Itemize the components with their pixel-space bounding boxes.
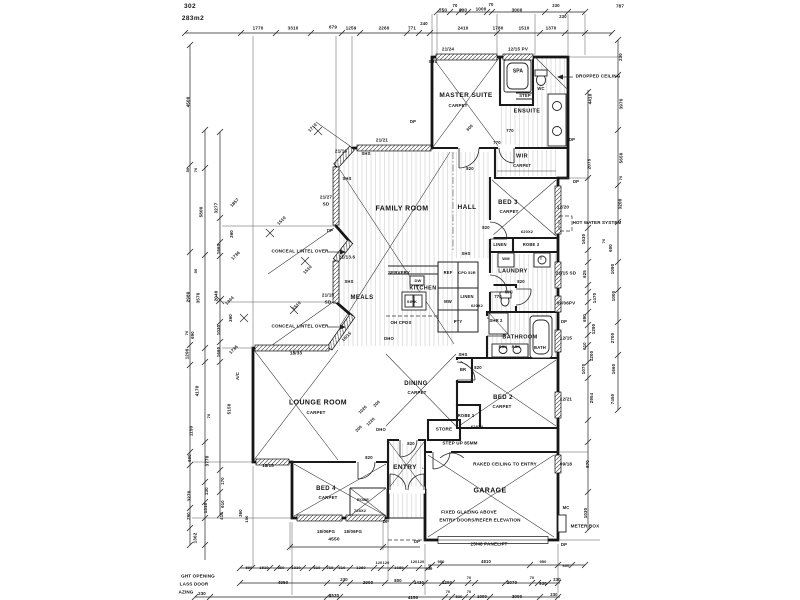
- label-820: 820: [474, 364, 482, 370]
- label-bed-2: BED 2: [493, 395, 513, 401]
- label-600: 600: [607, 244, 613, 252]
- label-50: 50: [193, 268, 198, 274]
- label-mw: MW: [444, 298, 452, 304]
- label-meter-box: METER BOX: [570, 523, 600, 529]
- label-230: 230: [203, 487, 209, 495]
- label-1510: 1510: [518, 25, 530, 31]
- label-raked-ceiling-to-entry: RAKED CEILING TO ENTRY: [473, 461, 537, 467]
- label-09-06pv: 09/06PV: [556, 300, 576, 306]
- label-dropped-ceiling: DROPPED CEILING: [575, 73, 621, 79]
- label-dw: DW: [414, 278, 422, 283]
- label-dp: DP: [560, 541, 568, 547]
- label-230: 230: [552, 2, 560, 8]
- label-carpet: CARPET: [512, 162, 532, 168]
- label-mc: MC: [562, 504, 570, 510]
- label-70: 70: [184, 330, 189, 336]
- label-12-15: 12/15: [559, 335, 573, 341]
- label-302: 302: [183, 2, 197, 10]
- label-820: 820: [466, 165, 474, 171]
- label-150: 150: [244, 515, 249, 523]
- label-230: 230: [340, 576, 348, 582]
- label-shs: SHS: [344, 278, 354, 284]
- label-1226: 1226: [365, 416, 376, 427]
- label-950: 950: [437, 559, 445, 564]
- label-200: 200: [372, 399, 381, 408]
- label-820: 820: [365, 454, 373, 460]
- label-1200: 1200: [588, 350, 594, 362]
- label-70: 70: [488, 1, 494, 7]
- label-4410: 4410: [587, 93, 593, 105]
- label-200: 200: [354, 424, 363, 433]
- label-dp: DP: [326, 227, 334, 233]
- label-360: 360: [237, 509, 243, 517]
- label-1362: 1362: [192, 532, 198, 544]
- label-5650: 5650: [618, 152, 624, 164]
- label-3570: 3570: [195, 292, 201, 304]
- label-18-15: 18/15: [262, 462, 274, 468]
- label-1000: 1000: [477, 593, 487, 599]
- label-: ←: [420, 465, 428, 471]
- label-600: 600: [562, 563, 570, 568]
- label-230: 230: [559, 13, 567, 19]
- label-sd: SD: [322, 201, 330, 207]
- label-sd: SD: [324, 299, 332, 305]
- label-290: 290: [185, 512, 191, 520]
- label-3770: 3770: [204, 455, 210, 467]
- label-770: 770: [506, 127, 514, 133]
- label-kitchen: KITCHEN: [409, 285, 437, 292]
- label-1510: 1510: [276, 215, 287, 226]
- label-18-06fg: 18/06FG: [316, 528, 336, 534]
- label-azing: AZING: [178, 589, 194, 595]
- label-170: 170: [219, 477, 225, 485]
- label-wc: WC: [504, 290, 514, 296]
- label-dp: DP: [409, 118, 417, 124]
- label-2700: 2700: [609, 332, 615, 344]
- label-carpet: CARPET: [492, 403, 512, 409]
- label-2075: 2075: [586, 158, 592, 170]
- label-240: 240: [420, 20, 428, 26]
- label-1280: 1280: [356, 565, 366, 570]
- label-360: 360: [227, 314, 233, 322]
- label-2410: 2410: [457, 25, 469, 31]
- label-1150: 1150: [188, 425, 194, 437]
- label-70: 70: [601, 238, 606, 244]
- label-carpet: CARPET: [448, 102, 468, 108]
- label-dho: DHO: [384, 335, 394, 341]
- label-step-up-85mm: STEP UP 85MM: [442, 440, 478, 446]
- label-conceal-lintel-over: CONCEAL LINTEL OVER: [271, 323, 329, 329]
- label-70: 70: [466, 576, 472, 581]
- label-70: 70: [466, 590, 472, 595]
- label-garage: GARAGE: [473, 487, 507, 495]
- label-18-15: 18/15: [340, 330, 353, 343]
- label-1510: 1510: [259, 565, 269, 570]
- label-7450: 7450: [609, 393, 615, 405]
- label-dp: DP: [568, 136, 576, 142]
- label-360: 360: [228, 230, 234, 238]
- label-ensuite: ENSUITE: [513, 108, 541, 115]
- label-master-suite: MASTER SUITE: [439, 91, 493, 99]
- label-600: 600: [458, 7, 468, 13]
- label-820: 820: [482, 224, 490, 230]
- label-shs: SHS: [461, 250, 471, 256]
- label-bed-3: BED 3: [498, 200, 518, 206]
- label-t: T: [539, 256, 543, 261]
- label-dining: DINING: [404, 381, 428, 387]
- label-5800: 5800: [198, 206, 204, 218]
- label-3277: 3277: [213, 202, 219, 214]
- label-21-24: 21/24: [441, 46, 455, 52]
- label-lass-door: LASS DOOR: [179, 581, 209, 587]
- label-625: 625: [581, 270, 587, 278]
- label-1660: 1660: [610, 363, 616, 375]
- label-21-16: 21/16: [334, 148, 348, 154]
- label-610: 610: [219, 500, 225, 508]
- label-1470: 1470: [591, 292, 597, 304]
- label-bathroom: BATHROOM: [502, 334, 538, 341]
- label-4950: 4950: [277, 579, 289, 585]
- label-5150: 5150: [226, 403, 232, 415]
- label-628x4: 628X4: [470, 424, 484, 429]
- label-3000: 3000: [511, 593, 523, 599]
- label-bsn: BSN: [511, 344, 521, 350]
- label-820: 820: [407, 440, 415, 446]
- label-800: 800: [394, 577, 402, 583]
- label-590: 590: [245, 565, 253, 570]
- label-12-21: 12/21: [559, 396, 573, 402]
- label-4500: 4500: [185, 96, 191, 108]
- label-entry: ENTRY: [393, 463, 417, 471]
- label-dp: DP: [413, 538, 421, 544]
- label-230: 230: [553, 576, 561, 582]
- label-robe: ROBE: [356, 497, 370, 502]
- label-3200: 3200: [617, 198, 623, 210]
- label-70: 70: [193, 167, 198, 173]
- label-120: 120: [375, 561, 383, 566]
- label-servery: SERVERY: [388, 269, 410, 275]
- label-360: 360: [277, 565, 285, 570]
- label-1290: 1290: [590, 323, 596, 335]
- label-21-15: 21/15: [321, 292, 335, 298]
- label-1026: 1026: [357, 404, 368, 415]
- label-1030: 1030: [215, 324, 221, 336]
- label-3270: 3270: [186, 490, 192, 502]
- label-robe-2: ROBE 2: [457, 412, 475, 418]
- label-carpet: CARPET: [499, 208, 519, 214]
- label-spa: SPA: [512, 68, 524, 75]
- label-1780: 1780: [492, 25, 504, 31]
- label-2260: 2260: [378, 25, 390, 31]
- label-4150: 4150: [407, 594, 419, 600]
- label-entry-doors-refer-elevation: ENTRY DOORS/REFER ELEVATION: [439, 517, 521, 523]
- label-family-room: FAMILY ROOM: [375, 205, 429, 213]
- label-1736: 1736: [228, 344, 239, 355]
- label-1310: 1310: [202, 502, 208, 514]
- label-dp: DP: [560, 318, 568, 324]
- label-820: 820: [517, 278, 525, 284]
- label-shr-2: SHR 2: [489, 317, 503, 323]
- label-step: STEP: [519, 92, 531, 98]
- label-21-27: 21/27: [319, 194, 333, 200]
- label-cpd-52r: CPD 52R: [458, 270, 476, 276]
- label-600: 600: [465, 123, 474, 132]
- label-meals: MEALS: [350, 295, 374, 301]
- label-930: 930: [539, 580, 547, 586]
- label-771: 771: [407, 25, 417, 31]
- label-610: 610: [313, 565, 321, 570]
- label-50: 50: [185, 167, 190, 173]
- label-hot-water-system: HOT WATER SYSTEM: [572, 219, 622, 225]
- label-3000: 3000: [511, 7, 523, 13]
- label-br: BR: [459, 366, 467, 372]
- label-dp: DP: [572, 178, 580, 184]
- label-1310: 1310: [291, 565, 301, 570]
- label-12-20: 12/20: [556, 204, 570, 210]
- label-120: 120: [410, 560, 418, 565]
- label-3310: 3310: [287, 25, 299, 31]
- label-230: 230: [617, 53, 623, 61]
- label-linen: LINEN: [460, 293, 474, 299]
- label-sink: SINK: [406, 299, 418, 304]
- label-bath: BATH: [534, 344, 546, 350]
- label-shs: SHS: [458, 351, 468, 357]
- label-610: 610: [581, 342, 587, 350]
- label-1000: 1000: [475, 6, 487, 12]
- label-1770: 1770: [252, 25, 264, 31]
- label-fixed-glazing-above: FIXED GLAZING ABOVE: [441, 509, 497, 515]
- label-dho: DHO: [376, 426, 386, 432]
- label-1090: 1090: [609, 263, 615, 275]
- label-hall: HALL: [457, 203, 477, 211]
- label-1710: 1710: [307, 122, 318, 133]
- label-4810: 4810: [481, 558, 491, 564]
- label-283m2: 283m2: [181, 14, 205, 22]
- label-1736: 1736: [230, 250, 241, 261]
- label-21-13-6: 21/13.6: [338, 254, 356, 260]
- label-21-21: 21/21: [375, 137, 389, 143]
- label-linen: LINEN: [493, 241, 507, 247]
- label-1857: 1857: [229, 197, 240, 208]
- label-ght-opening: GHT OPENING: [181, 573, 215, 579]
- label-1259: 1259: [345, 25, 357, 31]
- label-620x2: 620X2: [470, 303, 484, 309]
- label-120: 120: [417, 560, 425, 565]
- label-950: 950: [539, 559, 547, 564]
- label-21-15-sd: 21/15 SD: [555, 270, 577, 276]
- label-787: 787: [615, 3, 625, 9]
- label-dp: DP: [382, 518, 390, 524]
- label-620x2: 620X2: [520, 229, 534, 234]
- label-18-33: 18/33: [289, 350, 303, 356]
- label-690: 690: [581, 314, 587, 322]
- label-70: 70: [206, 413, 211, 419]
- label-09-18: 09/18: [559, 461, 573, 467]
- label-1510: 1510: [291, 300, 302, 311]
- label-4170: 4170: [194, 385, 200, 397]
- label-wc: WC: [537, 85, 545, 91]
- label-230: 230: [550, 591, 558, 597]
- label-wir: WIR: [516, 153, 528, 160]
- label-carpet: CARPET: [306, 409, 326, 415]
- label-oh-cpds: OH CPDS: [390, 319, 412, 325]
- label-ref: REF: [443, 269, 453, 275]
- label-lounge-room: LOUNGE ROOM: [288, 399, 348, 407]
- label-carpet: CARPET: [318, 494, 338, 500]
- label-1510: 1510: [302, 264, 313, 275]
- label-610: 610: [338, 565, 346, 570]
- label-70: 70: [618, 175, 623, 181]
- label-conceal-lintel-over: CONCEAL LINTEL OVER: [271, 248, 329, 254]
- label-1370: 1370: [545, 25, 557, 31]
- label-1000: 1000: [610, 290, 616, 302]
- label-bed-4: BED 4: [316, 486, 336, 492]
- label-12-15-pv: 12/15 PV: [507, 46, 529, 52]
- label-690: 690: [189, 331, 195, 339]
- label-1444: 1444: [224, 295, 235, 306]
- label-1290: 1290: [184, 348, 190, 360]
- label-18-06fg: 18/06FG: [343, 528, 363, 534]
- label-4550: 4550: [328, 537, 340, 543]
- label-2980: 2980: [185, 291, 191, 303]
- label-a-c: A/C: [234, 371, 240, 381]
- label-store: STORE: [435, 426, 453, 432]
- label-679: 679: [328, 24, 338, 30]
- label-1200: 1200: [442, 579, 452, 585]
- label-1070: 1070: [580, 363, 586, 375]
- label-1660: 1660: [215, 243, 221, 255]
- label-728x2: 728X2: [353, 508, 367, 513]
- label-25-48-panelift: 25/48 PANELIFT: [470, 541, 508, 547]
- label-70: 70: [529, 576, 535, 581]
- label-1660: 1660: [215, 346, 221, 358]
- label-690: 690: [186, 454, 192, 462]
- label-carpet: CARPET: [407, 389, 427, 395]
- label-shs: SHS: [428, 58, 438, 64]
- label-120: 120: [382, 561, 390, 566]
- label-2040: 2040: [213, 290, 219, 302]
- label-shs: SHS: [342, 175, 352, 181]
- label-950: 950: [425, 566, 433, 571]
- label-wm: WM: [502, 256, 510, 261]
- label-3970: 3970: [618, 98, 624, 110]
- label-bsn: BSN: [498, 344, 508, 350]
- label-710: 710: [326, 565, 334, 570]
- label-70: 70: [452, 2, 458, 8]
- label-70: 70: [445, 590, 451, 595]
- label-750: 750: [438, 7, 448, 13]
- label-1630: 1630: [580, 233, 586, 245]
- label-870: 870: [584, 460, 590, 468]
- label-1030: 1030: [582, 507, 588, 519]
- label-robe-3: ROBE 3: [522, 241, 540, 247]
- label-shs: SHS: [361, 150, 371, 156]
- label-2070: 2070: [506, 579, 518, 585]
- label-2954: 2954: [588, 392, 594, 404]
- label-770: 770: [493, 139, 501, 145]
- label-530: 530: [455, 594, 463, 599]
- label-laundry: LAUNDRY: [498, 268, 528, 275]
- label-pty: PTY: [453, 318, 463, 324]
- label-230: 230: [198, 590, 206, 596]
- label-1430: 1430: [414, 579, 424, 585]
- label-1680: 1680: [394, 565, 404, 570]
- label-770: 770: [494, 293, 502, 299]
- label-410: 410: [218, 512, 224, 520]
- label-2900: 2900: [362, 579, 374, 585]
- label-4530: 4530: [328, 592, 340, 598]
